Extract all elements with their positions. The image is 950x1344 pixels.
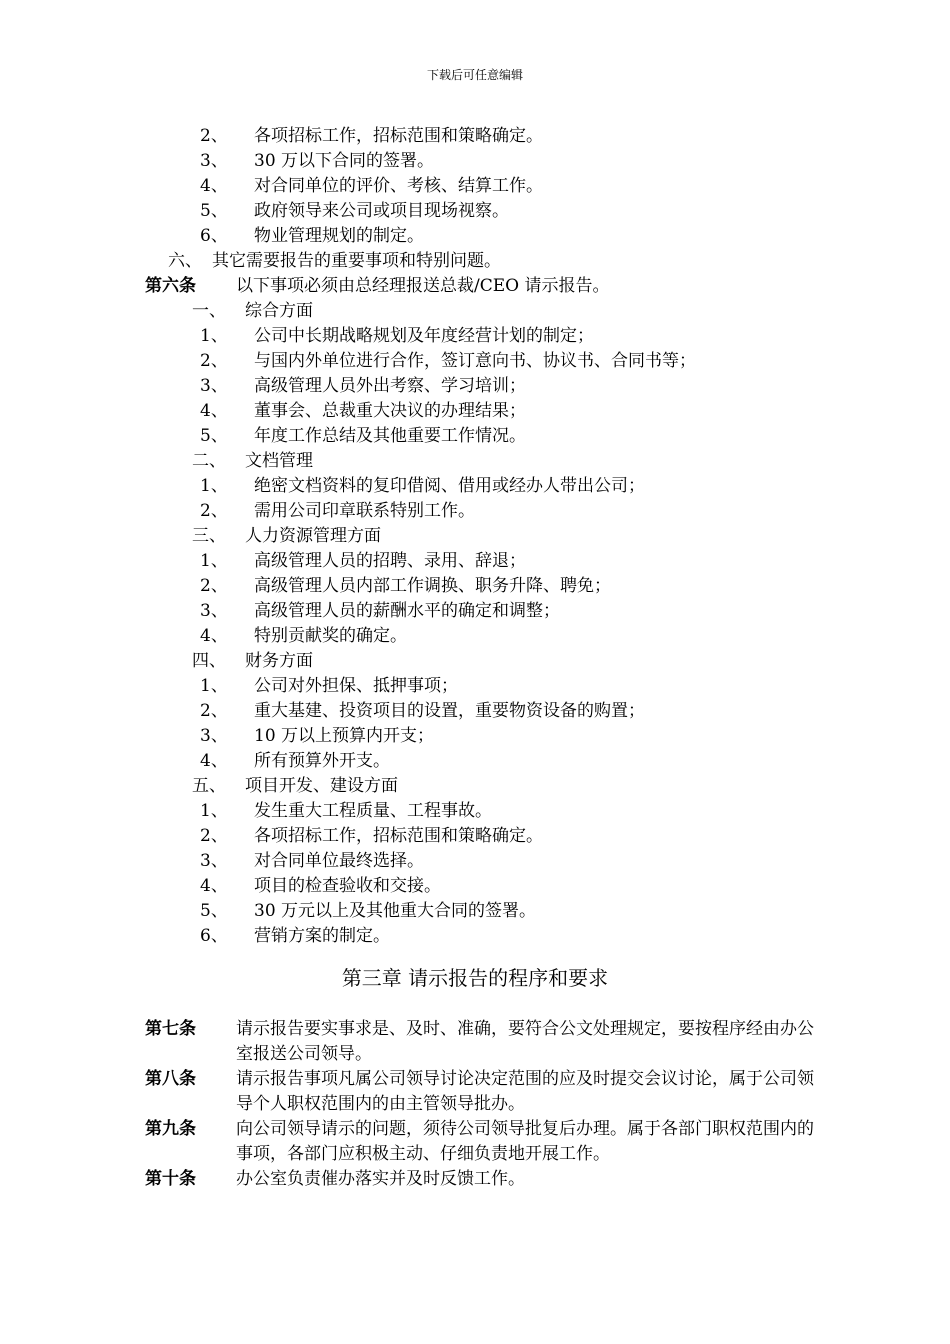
item-text: 对合同单位最终选择。 [254, 851, 424, 871]
item-text: 高级管理人员外出考察、学习培训； [254, 376, 526, 396]
item-number: 4、 [200, 176, 228, 196]
group-heading [192, 525, 381, 547]
item-text: 所有预算外开支。 [254, 751, 390, 771]
item-number: 3、 [200, 601, 228, 621]
item-text: 物业管理规划的制定。 [254, 226, 424, 246]
list-item [200, 725, 434, 747]
group-number: 四、 [192, 651, 226, 671]
list-item [200, 325, 594, 347]
list-item [200, 625, 407, 647]
list-item [200, 700, 645, 722]
item-number: 4、 [200, 626, 228, 646]
article-label: 第七条 [145, 1019, 196, 1039]
chapter-title: 第三章 请示报告的程序和要求 [341, 966, 609, 990]
list-item [200, 850, 424, 872]
list-item [200, 225, 424, 247]
item-number: 4、 [200, 751, 228, 771]
item-number: 4、 [200, 401, 228, 421]
list-item [200, 875, 441, 897]
item-text: 高级管理人员的招聘、录用、辞退； [254, 551, 526, 571]
article-text: 请示报告要实事求是、及时、准确，要符合公文处理规定，要按程序经由办公室报送公司领导。 [236, 1019, 814, 1064]
article-label: 第八条 [145, 1069, 196, 1089]
item-text: 高级管理人员的薪酬水平的确定和调整； [254, 601, 560, 621]
item-number: 2、 [200, 576, 228, 596]
item-number: 6、 [200, 226, 228, 246]
item-text: 年度工作总结及其他重要工作情况。 [254, 426, 526, 446]
article-text: 向公司领导请示的问题，须待公司领导批复后办理。属于各部门职权范围内的事项，各部门应积极主动、仔细负责地开展工作。 [236, 1119, 814, 1164]
item-number: 3、 [200, 726, 228, 746]
section-number: 六、 [168, 251, 202, 271]
article-label: 第六条 [145, 276, 196, 296]
item-text: 公司中长期战略规划及年度经营计划的制定； [254, 326, 594, 346]
list-item [200, 475, 645, 497]
item-text: 发生重大工程质量、工程事故。 [254, 801, 492, 821]
item-text: 重大基建、投资项目的设置，重要物资设备的购置； [254, 701, 645, 721]
list-item [200, 800, 492, 822]
group-heading [192, 450, 313, 472]
item-number: 6、 [200, 926, 228, 946]
list-item [200, 600, 560, 622]
item-text: 各项招标工作，招标范围和策略确定。 [254, 126, 543, 146]
article-text: 以下事项必须由总经理报送总裁/CEO 请示报告。 [236, 276, 610, 296]
item-number: 5、 [200, 901, 228, 921]
item-number: 2、 [200, 701, 228, 721]
list-item [200, 750, 390, 772]
article [145, 1167, 816, 1192]
list-item [200, 400, 526, 422]
list-item [200, 500, 475, 522]
item-number: 1、 [200, 551, 228, 571]
item-text: 对合同单位的评价、考核、结算工作。 [254, 176, 543, 196]
group-number: 三、 [192, 526, 226, 546]
list-item [200, 350, 696, 372]
item-number: 1、 [200, 476, 228, 496]
group-title: 文档管理 [245, 451, 313, 471]
article-text: 请示报告事项凡属公司领导讨论决定范围的应及时提交会议讨论，属于公司领导个人职权范围内的由主管领导批办。 [236, 1069, 814, 1114]
item-text: 项目的检查验收和交接。 [254, 876, 441, 896]
item-number: 2、 [200, 501, 228, 521]
page-header: 下载后可任意编辑 [426, 68, 523, 82]
section-text: 其它需要报告的重要事项和特别问题。 [212, 251, 501, 271]
list-item [200, 200, 509, 222]
item-number: 3、 [200, 851, 228, 871]
list-item [200, 825, 543, 847]
item-number: 5、 [200, 426, 228, 446]
list-item [200, 925, 390, 947]
list-item [200, 125, 543, 147]
list-item [200, 175, 543, 197]
group-title: 综合方面 [245, 301, 313, 321]
item-text: 特别贡献奖的确定。 [254, 626, 407, 646]
item-number: 3、 [200, 151, 228, 171]
item-text: 30 万以下合同的签署。 [254, 151, 435, 171]
article-label: 第九条 [145, 1119, 196, 1139]
item-number: 1、 [200, 801, 228, 821]
item-number: 2、 [200, 126, 228, 146]
item-number: 5、 [200, 201, 228, 221]
item-text: 政府领导来公司或项目现场视察。 [254, 201, 509, 221]
group-heading [192, 300, 313, 322]
group-title: 人力资源管理方面 [245, 526, 381, 546]
group-number: 一、 [192, 301, 226, 321]
item-number: 2、 [200, 351, 228, 371]
item-text: 30 万元以上及其他重大合同的签署。 [254, 901, 537, 921]
article [145, 1117, 816, 1167]
item-text: 公司对外担保、抵押事项； [254, 676, 458, 696]
list-item [200, 375, 526, 397]
list-item [200, 550, 526, 572]
list-item [200, 425, 526, 447]
item-number: 1、 [200, 676, 228, 696]
list-item [200, 150, 434, 172]
list-item [200, 900, 536, 922]
article-text: 办公室负责催办落实并及时反馈工作。 [236, 1169, 525, 1189]
list-item [200, 675, 458, 697]
item-text: 绝密文档资料的复印借阅、借用或经办人带出公司； [254, 476, 645, 496]
article [145, 1067, 816, 1117]
item-text: 高级管理人员内部工作调换、职务升降、聘免； [254, 576, 611, 596]
section-heading [168, 250, 501, 272]
group-title: 财务方面 [245, 651, 313, 671]
item-text: 营销方案的制定。 [254, 926, 390, 946]
item-number: 1、 [200, 326, 228, 346]
group-heading [192, 775, 398, 797]
group-number: 二、 [192, 451, 226, 471]
group-heading [192, 650, 313, 672]
item-text: 需用公司印章联系特别工作。 [254, 501, 475, 521]
item-number: 2、 [200, 826, 228, 846]
item-text: 董事会、总裁重大决议的办理结果； [254, 401, 526, 421]
item-text: 10 万以上预算内开支； [254, 726, 435, 746]
article-label: 第十条 [145, 1169, 196, 1189]
article [145, 1017, 816, 1067]
group-title: 项目开发、建设方面 [245, 776, 398, 796]
item-number: 3、 [200, 376, 228, 396]
item-text: 各项招标工作，招标范围和策略确定。 [254, 826, 543, 846]
group-number: 五、 [192, 776, 226, 796]
article [145, 275, 610, 297]
list-item [200, 575, 611, 597]
item-number: 4、 [200, 876, 228, 896]
item-text: 与国内外单位进行合作，签订意向书、协议书、合同书等； [254, 351, 696, 371]
